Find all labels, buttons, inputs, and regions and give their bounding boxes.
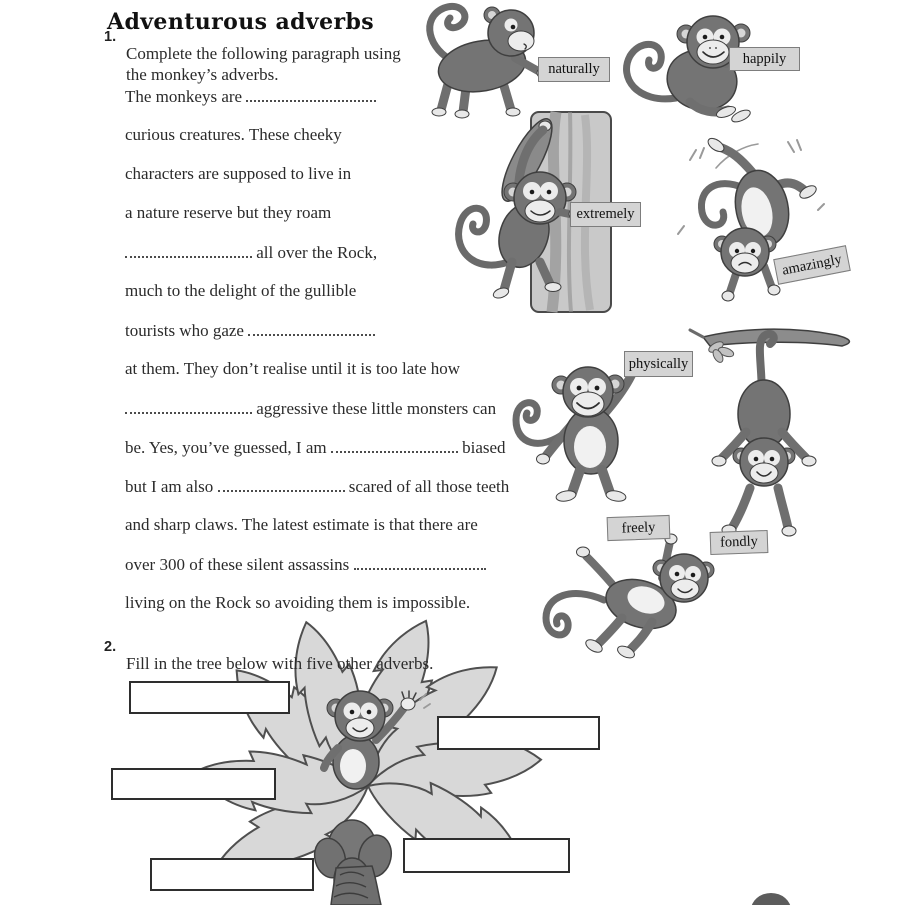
adverb-sign-extremely: extremely — [570, 202, 641, 227]
paragraph-line: The monkeys are — [125, 86, 509, 125]
answer-blank[interactable] — [354, 554, 486, 570]
paragraph-line: be. Yes, you’ve guessed, I am biased — [125, 438, 506, 457]
monkey-fondly-illustration — [690, 329, 849, 536]
monkey-freely-illustration — [546, 534, 714, 660]
question2-number: 2. — [104, 639, 117, 655]
monkey-physically-illustration — [516, 366, 641, 503]
paragraph-line: all over the Rock, — [125, 242, 509, 281]
adverb-sign-naturally: naturally — [538, 57, 610, 82]
adverb-answer-box-1[interactable] — [129, 681, 290, 714]
adverb-answer-box-3[interactable] — [111, 768, 276, 800]
adverb-sign-amazingly: amazingly — [773, 245, 851, 285]
paragraph-line: aggressive these little monsters can — [125, 398, 509, 437]
adverb-sign-happily: happily — [729, 47, 800, 71]
adverb-sign-freely: freely — [607, 515, 671, 541]
question2-instruction: Fill in the tree below with five other adverbs. — [126, 654, 434, 673]
paragraph-line: tourists who gaze — [125, 320, 509, 359]
adverb-answer-box-5[interactable] — [150, 858, 314, 891]
paragraph-line: and sharp claws. The latest estimate is that there are — [125, 515, 478, 534]
paragraph-line: but I am also scared of all those teeth — [125, 477, 510, 496]
paragraph-line: over 300 of these silent assassins — [125, 554, 509, 593]
question1-number: 1. — [104, 29, 117, 45]
paragraph-line: a nature reserve but they roam — [125, 203, 332, 222]
answer-blank[interactable] — [248, 320, 375, 336]
answer-blank[interactable] — [125, 398, 252, 414]
paragraph-line: at them. They don’t realise until it is too late how — [125, 359, 461, 378]
answer-blank[interactable] — [125, 242, 252, 258]
answer-blank[interactable] — [218, 476, 345, 492]
page-title: Adventurous adverbs — [107, 8, 375, 35]
adverb-sign-physically: physically — [624, 351, 693, 377]
adverb-answer-box-2[interactable] — [437, 716, 600, 750]
adverb-sign-fondly: fondly — [710, 530, 769, 555]
answer-blank[interactable] — [331, 437, 458, 453]
adverb-answer-box-4[interactable] — [403, 838, 570, 873]
paragraph-line: much to the delight of the gullible — [125, 281, 357, 300]
paragraph — [125, 86, 509, 632]
paragraph-line: living on the Rock so avoiding them is impossible. — [125, 593, 471, 612]
paragraph-line: curious creatures. These cheeky — [125, 125, 342, 144]
paragraph-line: characters are supposed to live in — [125, 164, 352, 183]
answer-blank[interactable] — [246, 86, 376, 102]
question1-instruction: Complete the following paragraph using the monkey’s adverbs. — [126, 44, 401, 84]
